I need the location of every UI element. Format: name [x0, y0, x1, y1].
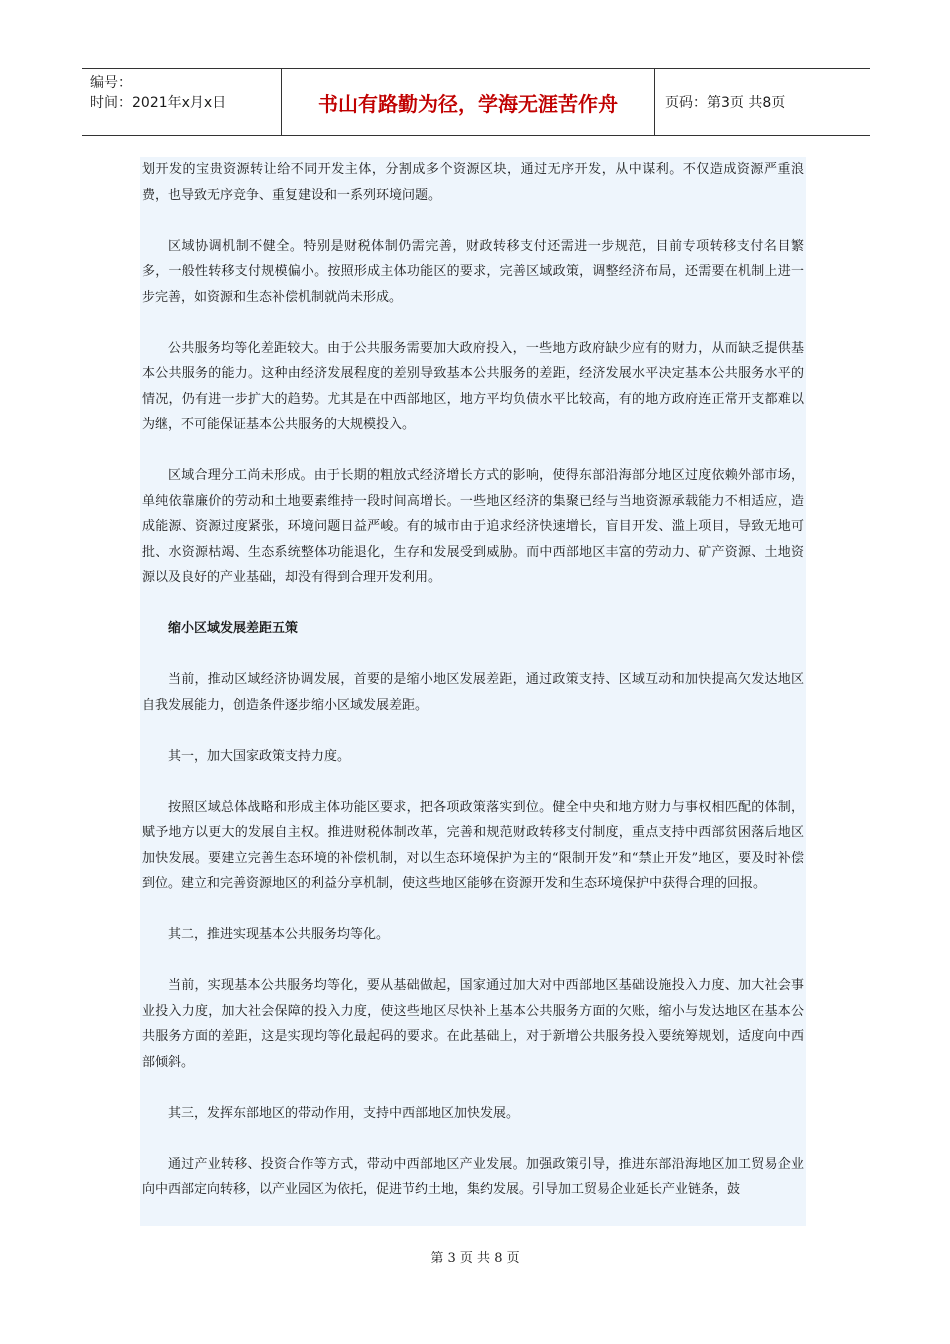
header-page-label: 页码：第3页 共8页 — [665, 95, 786, 111]
policy-3-heading: 其三，发挥东部地区的带动作用，支持中西部地区加快发展。 — [168, 1105, 520, 1121]
page-footer: 第 3 页 共 8 页 — [430, 1251, 520, 1266]
document-body — [140, 157, 806, 1226]
paragraph-division-of-labor: 区域合理分工尚未形成。由于长期的粗放式经济增长方式的影响，使得东部沿海部分地区过度依赖外部市场，单纯依靠廉价的劳动和土地要素维持一段时间高增长。一些地区经济的集聚已经与当地资源承载能力不相适应，造成能源、资源过度紧张，环境问题日益严峻。有的城市由于追求经济快速增长，盲目开发、滥上项目，导致无地可批、水资源枯竭、生态系统整体功能退化，生存和发展受到威胁。而中西部地区丰富的劳动力、矿产资源、土地资源以及良好的产业基础，却没有得到合理开发利用。 — [142, 468, 804, 585]
paragraph-intro: 当前，推动区域经济协调发展，首要的是缩小地区发展差距，通过政策支持、区域互动和加快提高欠发达地区自我发展能力，创造条件逐步缩小区域发展差距。 — [142, 672, 804, 713]
policy-3-body: 通过产业转移、投资合作等方式，带动中西部地区产业发展。加强政策引导，推进东部沿海地区加工贸易企业向中西部定向转移，以产业园区为依托，促进节约土地，集约发展。引导加工贸易企业延长产业链条，鼓 — [142, 1156, 804, 1197]
policy-1-heading: 其一，加大国家政策支持力度。 — [168, 748, 351, 764]
document-number-label: 编号： — [90, 75, 132, 91]
policy-2-body: 当前，实现基本公共服务均等化，要从基础做起，国家通过加大对中西部地区基础设施投入力度、加大社会事业投入力度，加大社会保障的投入力度，使这些地区尽快补上基本公共服务方面的欠账，缩小与发达地区在基本公共服务方面的差距，这是实现均等化最起码的要求。在此基础上，对于新增公共服务投入要统筹规划，适度向中西部倾斜。 — [142, 978, 804, 1070]
paragraph-regional-coordination: 区域协调机制不健全。特别是财税体制仍需完善，财政转移支付还需进一步规范，目前专项转移支付名目繁多，一般性转移支付规模偏小。按照形成主体功能区的要求，完善区域政策，调整经济布局，还需要在机制上进一步完善，如资源和生态补偿机制就尚未形成。 — [142, 238, 804, 305]
header-motto: 书山有路勤为径，学海无涯苦作舟 — [282, 69, 655, 135]
page-header — [82, 68, 870, 136]
policy-2-heading: 其二，推进实现基本公共服务均等化。 — [168, 927, 390, 942]
document-time-label: 时间：2021年x月x日 — [90, 95, 227, 111]
section-heading: 缩小区域发展差距五策 — [168, 621, 299, 636]
policy-1-body: 按照区域总体战略和形成主体功能区要求，把各项政策落实到位。健全中央和地方财力与事权相匹配的体制，赋予地方以更大的发展自主权。推进财税体制改革，完善和规范财政转移支付制度，重点支持中西部贫困落后地区加快发展。要建立完善生态环境的补偿机制，对以生态环境保护为主的“限制开发”和“禁止开发”地区，要及时补偿到位。建立和完善资源地区的利益分享机制，使这些地区能够在资源开发和生态环境保护中获得合理的回报。 — [142, 799, 804, 891]
header-meta — [82, 69, 282, 135]
paragraph-continuation: 划开发的宝贵资源转让给不同开发主体，分割成多个资源区块，通过无序开发，从中谋利。不仅造成资源严重浪费，也导致无序竞争、重复建设和一系列环境问题。 — [142, 162, 804, 203]
paragraph-public-services: 公共服务均等化差距较大。由于公共服务需要加大政府投入，一些地方政府缺少应有的财力，从而缺乏提供基本公共服务的能力。这种由经济发展程度的差别导致基本公共服务的差距，经济发展水平决定基本公共服务水平的情况，仍有进一步扩大的趋势。尤其是在中西部地区，地方平均负债水平比较高，有的地方政府连正常开支都难以为继，不可能保证基本公共服务的大规模投入。 — [142, 340, 804, 432]
